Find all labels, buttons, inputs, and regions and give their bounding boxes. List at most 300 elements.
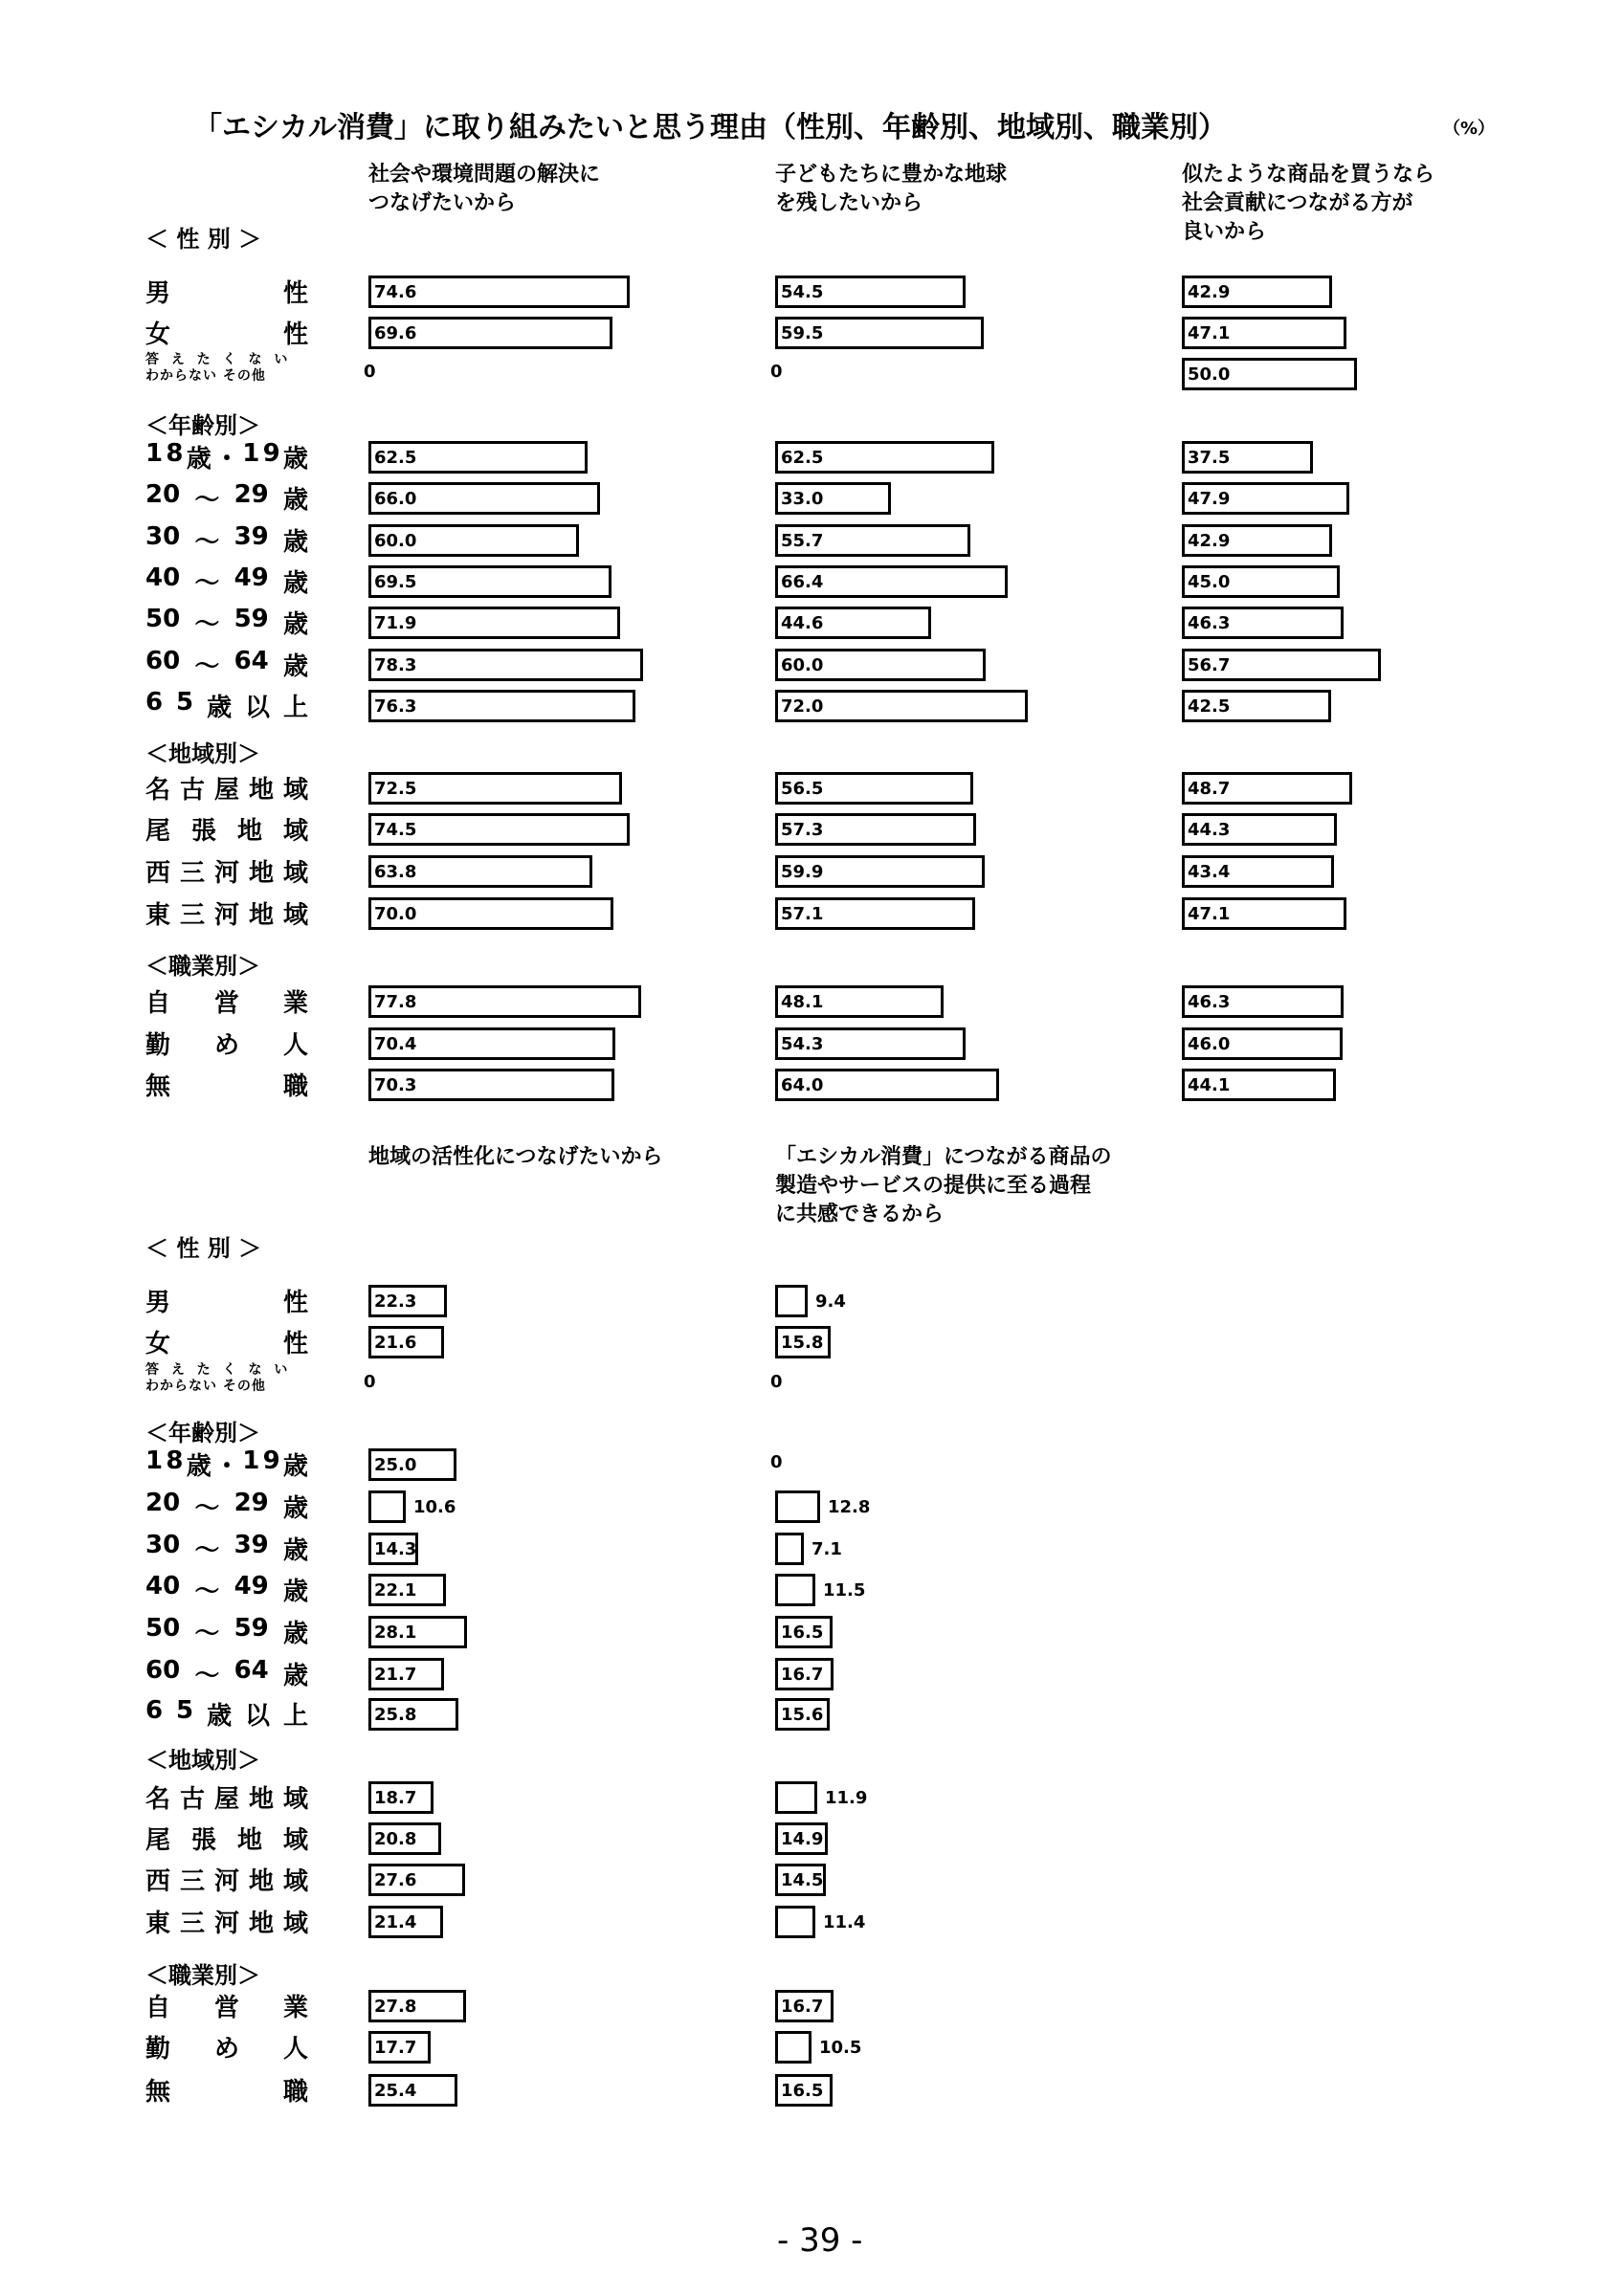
row-label-owari-0 — [145, 811, 308, 846]
row-label-char: 9 — [262, 1446, 280, 1475]
bar — [1182, 1027, 1343, 1060]
bar — [775, 2031, 812, 2064]
row-label-char: 歳 — [282, 1452, 308, 1481]
row-label-char: 64 — [233, 1656, 269, 1685]
bar-value-label: 21.6 — [374, 1333, 417, 1353]
row-label-char: 1 — [145, 1446, 164, 1475]
row-label-char: 三 — [179, 1910, 205, 1938]
bar — [368, 607, 620, 639]
section-header-age-1: ＜年齢別＞ — [145, 1420, 260, 1446]
row-label-a30-0 — [145, 522, 308, 557]
row-label-char: 地 — [248, 1785, 274, 1814]
bar — [368, 1781, 434, 1814]
row-label-line: わからない その他 — [145, 368, 266, 384]
row-label-char: 域 — [282, 1826, 308, 1855]
bar-value-label: 69.5 — [374, 572, 417, 592]
row-label-char: 49 — [233, 563, 269, 592]
row-label-char: ～ — [194, 528, 220, 557]
row-label-char: 業 — [282, 989, 308, 1018]
bar — [1182, 565, 1340, 598]
row-label-char: 60 — [145, 1656, 181, 1685]
row-label-a18-1 — [145, 1446, 308, 1481]
bar — [775, 1658, 834, 1690]
row-label-female-0 — [145, 315, 308, 349]
row-label-char: 20 — [145, 1489, 181, 1517]
row-label-char: 女 — [145, 1330, 171, 1358]
bar — [1182, 649, 1381, 681]
bar — [368, 1990, 466, 2022]
row-label-char: 60 — [145, 647, 181, 675]
row-label-male-0 — [145, 274, 308, 308]
row-label-char: 6 — [145, 688, 164, 717]
row-label-a50-1 — [145, 1614, 308, 1648]
bar-value-label: 54.5 — [781, 282, 824, 302]
bar-zero-label: 0 — [770, 362, 783, 382]
bar-value-label: 9.4 — [815, 1292, 846, 1312]
bar-value-label: 37.5 — [1188, 448, 1231, 468]
row-label-char: 無 — [145, 2078, 171, 2107]
row-label-line: 答 え た く な い — [145, 352, 292, 367]
row-label-char: 東 — [145, 1910, 171, 1938]
bar-value-label: 21.4 — [374, 1912, 417, 1932]
bar-value-label: 11.5 — [823, 1580, 866, 1601]
row-label-char: 域 — [282, 901, 308, 930]
bar-value-label: 47.1 — [1188, 323, 1231, 343]
row-label-char: ～ — [194, 652, 220, 681]
section-header-age-0: ＜年齢別＞ — [145, 412, 260, 439]
bar — [775, 1326, 831, 1358]
bar-value-label: 47.1 — [1188, 904, 1231, 924]
row-label-char: 歳 — [282, 1578, 308, 1606]
row-label-char: 50 — [145, 1614, 181, 1643]
row-label-char: 古 — [179, 776, 205, 805]
row-label-a65-0 — [145, 688, 308, 722]
row-label-a20-1 — [145, 1489, 308, 1523]
bar — [368, 1822, 441, 1855]
chart-title-2 — [1182, 161, 1565, 247]
row-label-char: 張 — [190, 817, 216, 846]
chart-title-line: 似たような商品を買うなら — [1182, 163, 1435, 187]
bar — [368, 1574, 446, 1606]
bar — [1182, 441, 1313, 474]
bar — [368, 649, 643, 681]
bar-value-label: 63.8 — [374, 862, 417, 882]
row-label-char: 5 — [176, 688, 194, 717]
row-label-a20-0 — [145, 480, 308, 515]
row-label-char: 1 — [145, 439, 164, 468]
bar-value-label: 74.6 — [374, 282, 417, 302]
bar — [368, 1069, 614, 1101]
bar-value-label: 72.5 — [374, 779, 417, 799]
row-label-char: 40 — [145, 1572, 181, 1601]
row-label-higashi-1 — [145, 1904, 308, 1938]
bar — [775, 1990, 834, 2022]
row-label-line: わからない その他 — [145, 1379, 266, 1394]
row-label-char: 29 — [233, 480, 269, 509]
bar-value-label: 60.0 — [781, 655, 824, 675]
bar — [1182, 482, 1349, 515]
row-label-char: ～ — [194, 1536, 220, 1565]
row-label-a65-1 — [145, 1696, 308, 1731]
bar-value-label: 76.3 — [374, 696, 417, 717]
row-label-nagoya-1 — [145, 1779, 308, 1814]
row-label-char: 歳 — [207, 694, 233, 722]
row-label-char: 屋 — [213, 776, 239, 805]
bar — [368, 276, 630, 308]
bar-value-label: 66.4 — [781, 572, 824, 592]
row-label-char: 49 — [233, 1572, 269, 1601]
bar-value-label: 48.7 — [1188, 779, 1231, 799]
bar — [368, 855, 592, 888]
chart-title-0 — [368, 161, 751, 218]
row-label-char: 29 — [233, 1489, 269, 1517]
chart-title-line: 製造やサービスの提供に至る過程 — [775, 1174, 1092, 1198]
row-label-char: ～ — [194, 1494, 220, 1523]
bar-zero-label: 0 — [770, 1452, 783, 1472]
row-label-char: 歳 — [186, 445, 211, 474]
bar — [368, 772, 622, 805]
bar — [368, 565, 611, 598]
bar — [1182, 985, 1344, 1018]
row-label-char: 20 — [145, 480, 181, 509]
bar — [775, 1285, 808, 1317]
bar — [368, 441, 588, 474]
row-label-char: 人 — [282, 2035, 308, 2064]
page-number: - 39 - — [777, 2221, 863, 2260]
bar-value-label: 57.3 — [781, 820, 824, 840]
row-label-char: 河 — [213, 1910, 239, 1938]
bar-value-label: 25.4 — [374, 2081, 417, 2101]
row-label-char: 地 — [236, 1826, 262, 1855]
bar-value-label: 50.0 — [1188, 364, 1231, 385]
row-label-char: 地 — [248, 776, 274, 805]
bar — [368, 1448, 456, 1481]
row-label-char: め — [213, 2035, 239, 2064]
chart-title-line: 社会や環境問題の解決に — [368, 163, 601, 187]
row-label-char: 三 — [179, 901, 205, 930]
section-header-gender-1: ＜ 性 別 ＞ — [145, 1235, 262, 1262]
chart-title-line: 子どもたちに豊かな地球 — [775, 163, 1008, 187]
bar — [368, 1906, 443, 1938]
row-label-char: 歳 — [282, 1494, 308, 1523]
row-label-char: 歳 — [282, 486, 308, 515]
row-label-char: 屋 — [213, 1785, 239, 1814]
row-label-char: 39 — [233, 522, 269, 551]
bar-value-label: 18.7 — [374, 1788, 417, 1808]
bar — [1182, 607, 1344, 639]
bar — [368, 524, 579, 557]
bar-value-label: 14.5 — [781, 1870, 824, 1890]
row-label-char: 男 — [145, 1289, 171, 1317]
bar — [775, 317, 984, 349]
bar — [775, 1490, 820, 1523]
bar-value-label: 70.4 — [374, 1034, 417, 1054]
bar-value-label: 25.8 — [374, 1705, 417, 1725]
chart-title-1 — [775, 161, 1158, 218]
bar-value-label: 44.3 — [1188, 820, 1231, 840]
row-label-char: 三 — [179, 1867, 205, 1896]
row-label-char: 40 — [145, 563, 181, 592]
row-label-char: 河 — [213, 901, 239, 930]
bar — [775, 897, 975, 930]
row-label-a30-1 — [145, 1531, 308, 1565]
bar-value-label: 59.9 — [781, 862, 824, 882]
bar-value-label: 25.0 — [374, 1455, 417, 1475]
bar — [368, 482, 600, 515]
row-label-char: 9 — [262, 439, 280, 468]
chart-title-4 — [775, 1143, 1158, 1229]
bar — [368, 317, 612, 349]
bar — [775, 482, 891, 515]
section-header-job-1: ＜職業別＞ — [145, 1962, 260, 1989]
bar-value-label: 22.1 — [374, 1580, 417, 1601]
row-label-char: 性 — [282, 1330, 308, 1358]
row-label-char: 地 — [248, 1867, 274, 1896]
bar-value-label: 22.3 — [374, 1292, 417, 1312]
bar-value-label: 64.0 — [781, 1075, 824, 1095]
bar — [775, 1027, 966, 1060]
bar — [775, 1574, 815, 1606]
bar-value-label: 74.5 — [374, 820, 417, 840]
chart-title-line: に共感できるから — [775, 1203, 945, 1226]
bar-value-label: 42.5 — [1188, 696, 1231, 717]
bar — [368, 2031, 431, 2064]
row-label-char: 西 — [145, 1867, 171, 1896]
chart-title-3 — [368, 1143, 751, 1172]
bar — [368, 985, 641, 1018]
bar — [775, 1533, 804, 1565]
bar — [775, 441, 994, 474]
bar — [368, 2074, 457, 2107]
bar — [1182, 1069, 1336, 1101]
bar — [775, 1698, 830, 1731]
bar — [368, 1658, 444, 1690]
bar — [368, 1027, 615, 1060]
bar-value-label: 17.7 — [374, 2038, 417, 2058]
bar — [368, 1326, 444, 1358]
bar — [1182, 897, 1346, 930]
row-label-char: 6 — [145, 1696, 164, 1725]
bar — [368, 1533, 418, 1565]
row-label-nagoya-0 — [145, 770, 308, 805]
bar-value-label: 10.6 — [413, 1497, 456, 1517]
chart-title-line: つなげたいから — [368, 191, 517, 215]
row-label-char: 歳 — [207, 1702, 233, 1731]
bar-value-label: 14.3 — [374, 1539, 417, 1559]
bar-value-label: 28.1 — [374, 1623, 417, 1643]
row-label-char: 尾 — [145, 1826, 171, 1855]
bar-value-label: 11.9 — [825, 1788, 868, 1808]
bar-value-label: 10.5 — [819, 2038, 862, 2058]
row-label-char: 1 — [242, 439, 260, 468]
bar-value-label: 15.6 — [781, 1705, 824, 1725]
bar — [1182, 772, 1352, 805]
bar — [775, 524, 970, 557]
unit-label: （%） — [1443, 119, 1496, 139]
row-label-char: 業 — [282, 1994, 308, 2022]
row-label-char: 39 — [233, 1531, 269, 1559]
bar — [775, 813, 976, 846]
row-label-char: 自 — [145, 989, 171, 1018]
row-label-male-1 — [145, 1283, 308, 1317]
bar-value-label: 42.9 — [1188, 282, 1231, 302]
row-label-char: 尾 — [145, 817, 171, 846]
row-label-char: 5 — [176, 1696, 194, 1725]
bar-value-label: 20.8 — [374, 1829, 417, 1849]
bar — [775, 1906, 815, 1938]
row-label-char: 上 — [282, 1702, 308, 1731]
bar-value-label: 59.5 — [781, 323, 824, 343]
bar — [775, 1616, 833, 1648]
row-label-char: 営 — [213, 1994, 239, 2022]
bar-value-label: 54.3 — [781, 1034, 824, 1054]
row-label-char: 地 — [248, 901, 274, 930]
section-header-gender-0: ＜ 性 別 ＞ — [145, 226, 262, 253]
bar-value-label: 71.9 — [374, 613, 417, 633]
bar — [775, 1822, 828, 1855]
row-label-char: 営 — [213, 989, 239, 1018]
bar-value-label: 46.0 — [1188, 1034, 1231, 1054]
row-label-char: ～ — [194, 610, 220, 639]
bar-value-label: 70.3 — [374, 1075, 417, 1095]
bar — [775, 607, 931, 639]
row-label-char: 東 — [145, 901, 171, 930]
chart-title-line: 地域の活性化につなげたいから — [368, 1145, 663, 1169]
bar — [775, 649, 986, 681]
bar-value-label: 12.8 — [828, 1497, 871, 1517]
chart-title-line: 社会貢献につながる方が — [1182, 191, 1413, 215]
row-label-char: 以 — [245, 1702, 271, 1731]
bar — [1182, 276, 1332, 308]
row-label-char: 性 — [282, 320, 308, 349]
row-label-char: 上 — [282, 694, 308, 722]
row-label-a40-0 — [145, 563, 308, 598]
row-label-char: 歳 — [282, 610, 308, 639]
bar-value-label: 55.7 — [781, 531, 824, 551]
bar-value-label: 46.3 — [1188, 992, 1231, 1012]
section-header-region-1: ＜地域別＞ — [145, 1747, 260, 1774]
row-label-char: 名 — [145, 776, 171, 805]
row-label-char: 男 — [145, 279, 171, 308]
row-label-char: 歳 — [282, 445, 308, 474]
bar-value-label: 78.3 — [374, 655, 417, 675]
page-title: 「エシカル消費」に取り組みたいと思う理由（性別、年齢別、地域別、職業別） — [193, 111, 1227, 144]
row-label-char: 歳 — [186, 1452, 211, 1481]
row-label-char: 張 — [190, 1826, 216, 1855]
row-label-a40-1 — [145, 1572, 308, 1606]
row-label-char: 50 — [145, 605, 181, 633]
bar-value-label: 46.3 — [1188, 613, 1231, 633]
bar-value-label: 56.5 — [781, 779, 824, 799]
bar-value-label: 16.7 — [781, 1665, 824, 1685]
row-label-char: 女 — [145, 320, 171, 349]
row-label-char: 古 — [179, 1785, 205, 1814]
row-label-char: ～ — [194, 1662, 220, 1690]
row-label-female-1 — [145, 1324, 308, 1358]
row-label-char: 域 — [282, 776, 308, 805]
chart-title-line: 良いから — [1182, 220, 1267, 244]
bar-value-label: 70.0 — [374, 904, 417, 924]
row-label-none-0 — [145, 1067, 308, 1101]
row-label-char: 西 — [145, 859, 171, 888]
row-label-char: 8 — [166, 1446, 184, 1475]
row-label-employed-0 — [145, 1026, 308, 1060]
bar-value-label: 42.9 — [1188, 531, 1231, 551]
row-label-char: 人 — [282, 1031, 308, 1060]
bar — [775, 565, 1008, 598]
bar-value-label: 11.4 — [823, 1912, 866, 1932]
bar-zero-label: 0 — [770, 1372, 783, 1392]
bar-value-label: 43.4 — [1188, 862, 1231, 882]
row-label-char: ・ — [213, 445, 239, 474]
bar — [368, 813, 630, 846]
row-label-char: 1 — [242, 1446, 260, 1475]
row-label-char: 域 — [282, 1910, 308, 1938]
bar — [1182, 358, 1357, 390]
bar — [775, 1781, 817, 1814]
row-label-char: 地 — [248, 859, 274, 888]
bar-value-label: 77.8 — [374, 992, 417, 1012]
section-header-job-0: ＜職業別＞ — [145, 953, 260, 980]
row-label-char: 河 — [213, 1867, 239, 1896]
row-label-char: 歳 — [282, 652, 308, 681]
bar-value-label: 56.7 — [1188, 655, 1231, 675]
bar — [1182, 317, 1346, 349]
row-label-a60-0 — [145, 647, 308, 681]
bar — [775, 2074, 833, 2107]
row-label-a50-0 — [145, 605, 308, 639]
row-label-char: 名 — [145, 1785, 171, 1814]
row-label-nishi-1 — [145, 1862, 308, 1896]
bar — [775, 1864, 826, 1896]
row-label-char: ～ — [194, 486, 220, 515]
bar-value-label: 16.5 — [781, 1623, 824, 1643]
bar — [1182, 690, 1331, 722]
bar-zero-label: 0 — [364, 362, 376, 382]
bar-value-label: 15.8 — [781, 1333, 824, 1353]
bar — [368, 690, 635, 722]
bar-value-label: 44.1 — [1188, 1075, 1231, 1095]
row-label-char: 自 — [145, 1994, 171, 2022]
row-label-char: ・ — [213, 1452, 239, 1481]
bar — [368, 1490, 406, 1523]
row-label-char: 性 — [282, 1289, 308, 1317]
bar-zero-label: 0 — [364, 1372, 376, 1392]
row-label-char: 職 — [282, 2078, 308, 2107]
bar — [1182, 524, 1332, 557]
row-label-other-1 — [145, 1362, 308, 1395]
bar-value-label: 16.7 — [781, 1997, 824, 2017]
bar-value-label: 27.8 — [374, 1997, 417, 2017]
bar-value-label: 72.0 — [781, 696, 824, 717]
bar-value-label: 69.6 — [374, 323, 417, 343]
bar-value-label: 62.5 — [374, 448, 417, 468]
row-label-char: 勤 — [145, 2035, 171, 2064]
bar — [775, 1069, 999, 1101]
bar-value-label: 62.5 — [781, 448, 824, 468]
row-label-nishi-0 — [145, 853, 308, 888]
bar — [775, 985, 944, 1018]
row-label-char: 64 — [233, 647, 269, 675]
row-label-char: 30 — [145, 1531, 181, 1559]
row-label-char: 性 — [282, 279, 308, 308]
bar-value-label: 66.0 — [374, 489, 417, 509]
bar-value-label: 14.9 — [781, 1829, 824, 1849]
bar — [775, 855, 985, 888]
row-label-char: 歳 — [282, 1620, 308, 1648]
row-label-char: 歳 — [282, 1662, 308, 1690]
row-label-self-1 — [145, 1988, 308, 2022]
